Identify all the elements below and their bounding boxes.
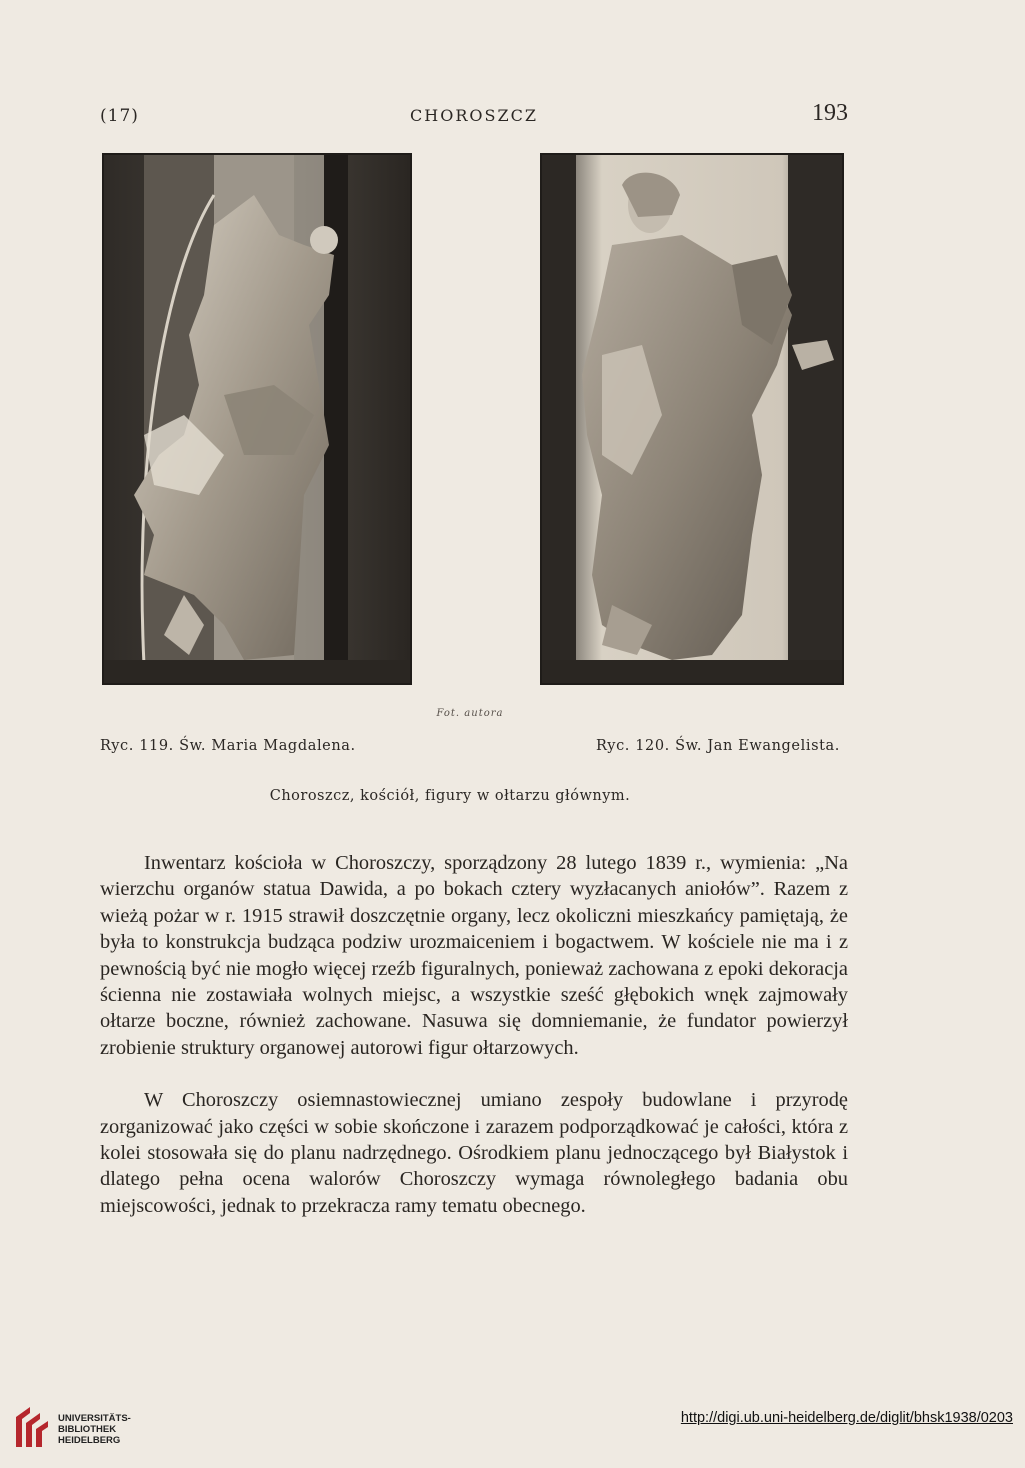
- caption-figure-119: Ryc. 119. Św. Maria Magdalena.: [100, 738, 356, 754]
- institution-name: [58, 1413, 131, 1446]
- institution-line-3: HEIDELBERG: [58, 1435, 121, 1446]
- permalink-url[interactable]: http://digi.ub.uni-heidelberg.de/diglit/bhsk1938/0203: [680, 1410, 1013, 1426]
- footer: [0, 1398, 1025, 1468]
- page-number: 193: [812, 100, 848, 126]
- institution-line-1: UNIVERSITÄTS-: [58, 1413, 131, 1424]
- caption-figure-120: Ryc. 120. Św. Jan Ewangelista.: [596, 738, 840, 754]
- figure-image-mary-magdalene: [102, 153, 412, 685]
- statue-photo-left: [104, 155, 410, 683]
- ub-heidelberg-logo-icon: [12, 1403, 52, 1451]
- institution-line-2: BIBLIOTHEK: [58, 1424, 117, 1435]
- body-text: [100, 850, 848, 1245]
- shared-caption: Choroszcz, kościół, figury w ołtarzu głównym.: [269, 788, 631, 804]
- photo-credit: Fot. autora: [436, 708, 504, 719]
- page-label: (17): [100, 106, 139, 126]
- running-head: [100, 100, 848, 130]
- paragraph-2: W Choroszczy osiemnastowiecznej umiano zespoły budowlane i przyrodę zorganizować jako części w sobie skończone i zarazem podporządkować je całości, która z kolei stosowała się do planu nadrzędnego. Ośrodkiem planu jednoczącego był Białystok i dlatego pełna ocena walorów Choroszczy wymaga równoległego badania obu miejscowości, jednak to przekracza ramy tematu obecnego.: [100, 1089, 848, 1217]
- running-title: CHOROSZCZ: [410, 106, 538, 125]
- statue-photo-right: [542, 155, 842, 683]
- figure-image-john-evangelist: [540, 153, 844, 685]
- paragraph-1: Inwentarz kościoła w Choroszczy, sporządzony 28 lutego 1839 r., wymienia: „Na wierzchu organów statua Dawida, a po bokach cztery wyzłacanych aniołów”. Razem z wieżą pożar w r. 1915 strawił doszczętnie organy, lecz okoliczni mieszkańcy pamiętają, że była to konstrukcja budząca podziw urozmaiceniem i bogactwem. W kościele nie ma i z pewnością być nie mogło więcej rzeźb figuralnych, ponieważ zachowana z epoki dekoracja ścienna nie zostawiała wolnych miejsc, a wszystkie sześć głębokich wnęk zajmowały ołtarze boczne, również zachowane. Nasuwa się domniemanie, że fundator powierzył zrobienie struktury organowej autorowi figur ołtarzowych.: [100, 852, 848, 1059]
